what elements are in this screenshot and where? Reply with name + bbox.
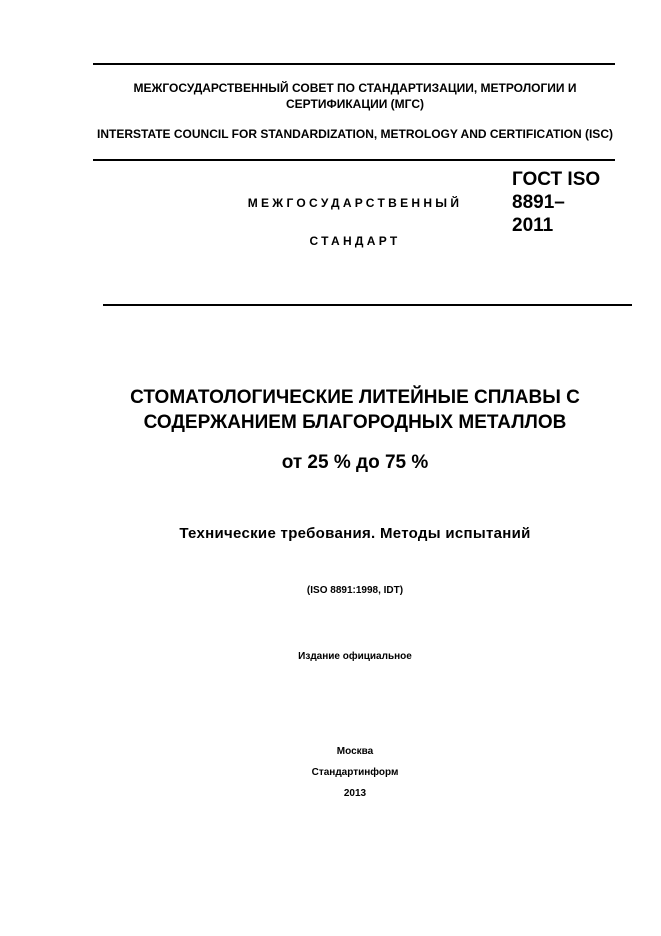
document-subtitle: Технические требования. Методы испытаний <box>179 525 531 542</box>
council-name-russian: МЕЖГОСУДАРСТВЕННЫЙ СОВЕТ ПО СТАНДАРТИЗАЦИИ, МЕТРОЛОГИИ И СЕРТИФИКАЦИИ (МГС) <box>133 81 577 111</box>
document-title-range: от 25 % до 75 % <box>281 452 429 473</box>
standard-type-line-2: СТАНДАРТ <box>309 234 401 248</box>
imprint-publisher: Стандартинформ <box>311 767 399 778</box>
document-title-line-2: СОДЕРЖАНИЕМ БЛАГОРОДНЫХ МЕТАЛЛОВ <box>143 412 567 433</box>
imprint-year: 2013 <box>343 788 367 799</box>
gost-designation-line-2: 8891– <box>512 192 565 213</box>
edition-note: Издание официальное <box>298 651 412 662</box>
top-rule <box>93 63 615 65</box>
gost-designation-line-3: 2011 <box>512 215 554 236</box>
imprint-city: Москва <box>336 746 374 757</box>
gost-designation <box>512 168 622 237</box>
header-divider-rule <box>93 159 615 161</box>
iso-reference: (ISO 8891:1998, IDT) <box>306 585 404 596</box>
standard-type-line-1: МЕЖГОСУДАРСТВЕННЫЙ <box>247 196 463 210</box>
document-title-line-1: СТОМАТОЛОГИЧЕСКИЕ ЛИТЕЙНЫЕ СПЛАВЫ С <box>130 387 580 408</box>
council-name-english: INTERSTATE COUNCIL FOR STANDARDIZATION, METROLOGY AND CERTIFICATION (ISC) <box>97 127 613 141</box>
document-title <box>60 385 650 435</box>
gost-designation-line-1: ГОСТ ISO <box>512 169 601 190</box>
standard-divider-rule <box>103 304 632 306</box>
